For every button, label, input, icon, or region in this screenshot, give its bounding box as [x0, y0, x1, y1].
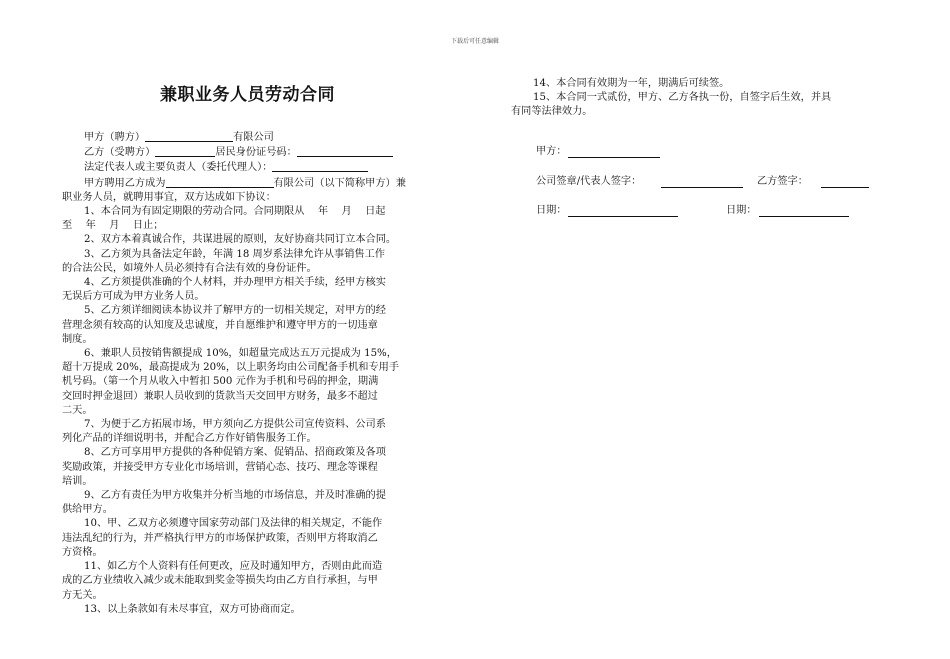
company-seal-label: 公司签章/代表人签字： [536, 175, 642, 187]
clause-line: 营理念须有较高的认知度及忠诚度，并自愿维护和遵守甲方的一切违章 [62, 319, 378, 331]
clause-line: 6、兼职人员按销售额提成 10%，如超量完成达五万元提成为 15%， [84, 348, 397, 360]
date-field-left[interactable] [568, 205, 678, 217]
header-note: 下载后可任意编辑 [450, 38, 499, 45]
date-label-right: 日期： [726, 204, 757, 216]
clause-line: 违法乱纪的行为，并严格执行甲方的市场保护政策，否则甲方将取消乙 [62, 532, 378, 544]
legal-rep-line [62, 160, 444, 175]
party-a-label: 甲方（聘方） [84, 132, 146, 143]
intro-company-field[interactable] [166, 176, 274, 188]
right-clause-line: 有同等法律效力。 [511, 106, 593, 118]
party-b-label: 乙方（受聘方） [84, 147, 156, 159]
right-clause-list [511, 77, 891, 120]
left-column [62, 130, 444, 617]
clause-line: 机号码。（第一个月从收入中暂扣 500 元作为手机和号码的押金，期满 [62, 376, 379, 388]
clause-line: 至 年 月 日止； [62, 220, 164, 232]
clause-line: 列化产品的详细说明书，并配合乙方作好销售服务工作。 [62, 433, 317, 445]
clause-line: 供给甲方。 [62, 504, 113, 516]
party-b-sign-label: 乙方签字： [757, 175, 808, 187]
clause-line: 无误后方可成为甲方业务人员。 [62, 291, 205, 303]
seal-sign-row [511, 175, 891, 189]
legal-rep-label: 法定代表人或主要负责人（委托代理人）： [84, 162, 273, 174]
clause-line: 超十万提成 20%，最高提成为 20%，以上职务均由公司配备手机和专用手 [62, 362, 400, 374]
date-label-left: 日期： [536, 204, 567, 216]
clause-line: 9、乙方有责任为甲方收集并分析当地的市场信息，并及时准确的提 [84, 490, 386, 502]
clause-line: 7、为便于乙方拓展市场，甲方须向乙方提供公司宣传资料、公司系 [84, 419, 386, 431]
clause-line: 的合法公民，如境外人员必须持有合法有效的身份证件。 [62, 262, 317, 274]
right-column [511, 77, 891, 218]
party-b-id-label: 居民身份证号码： [215, 147, 297, 159]
intro-line [62, 176, 444, 191]
party-b-id-field[interactable] [297, 145, 393, 157]
party-b-line [62, 145, 444, 160]
clause-line: 奖励政策，并接受甲方专业化市场培训，营销心态、技巧、理念等课程 [62, 461, 378, 473]
clause-line: 10、甲、乙双方必须遵守国家劳动部门及法律的相关规定，不能作 [84, 518, 383, 530]
intro-line-2: 职业务人员，就聘用事宜，双方达成如下协议： [62, 191, 276, 203]
date-row [511, 204, 891, 218]
intro-prefix: 甲方聘用乙方成为 [84, 177, 166, 189]
company-seal-field[interactable] [661, 176, 743, 188]
clause-line: 5、乙方须详细阅读本协议并了解甲方的一切相关规定，对甲方的经 [84, 305, 386, 317]
clause-line: 培训。 [62, 475, 93, 487]
clause-line: 制度。 [62, 333, 93, 345]
contract-title: 兼职业务人员劳动合同 [160, 85, 335, 105]
clause-line: 1、本合同为有固定期限的劳动合同。合同期限从 年 月 日起 [84, 206, 386, 218]
clause-line: 方无关。 [62, 589, 103, 601]
party-a-sign-row [511, 145, 891, 159]
party-a-sign-field[interactable] [568, 146, 660, 158]
intro-suffix: 有限公司（以下简称甲方）兼 [273, 177, 406, 189]
clause-line: 11、如乙方个人资料有任何更改，应及时通知甲方，否则由此而造 [84, 561, 383, 573]
clause-line: 方资格。 [62, 546, 103, 558]
right-clause-line: 14、本合同有效期为一年，期满后可续签。 [533, 78, 730, 89]
clause-line: 2、双方本着真诚合作，共谋进展的原则，友好协商共同订立本合同。 [84, 234, 397, 246]
party-a-sign-label: 甲方： [536, 145, 567, 157]
right-clause-line: 15、本合同一式贰份，甲方、乙方各执一份，自签字后生效，并具 [533, 92, 832, 104]
party-a-suffix: 有限公司 [233, 132, 274, 143]
legal-rep-field[interactable] [272, 160, 368, 172]
party-a-line [62, 130, 444, 145]
clause-line: 8、乙方可享用甲方提供的各种促销方案、促销品、招商政策及各项 [84, 447, 386, 459]
clause-line: 二天。 [62, 404, 93, 416]
party-b-name-field[interactable] [155, 145, 215, 157]
clause-list [62, 205, 444, 617]
clause-line: 成的乙方业绩收入减少或未能取到奖金等损失均由乙方自行承担，与甲 [62, 575, 378, 587]
party-a-name-field[interactable] [145, 130, 233, 142]
clause-line: 13、以上条款如有未尽事宜，双方可协商而定。 [84, 603, 301, 615]
party-b-sign-field[interactable] [821, 176, 869, 188]
clause-line: 4、乙方须提供准确的个人材料，并办理甲方相关手续，经甲方核实 [84, 277, 386, 289]
clause-line: 交回时押金退回）兼职人员收到的货款当天交回甲方财务，最多不超过 [62, 390, 378, 402]
date-field-right[interactable] [759, 205, 849, 217]
clause-line: 3、乙方须为具备法定年龄，年满 18 周岁系法律允许从事销售工作 [84, 248, 385, 260]
